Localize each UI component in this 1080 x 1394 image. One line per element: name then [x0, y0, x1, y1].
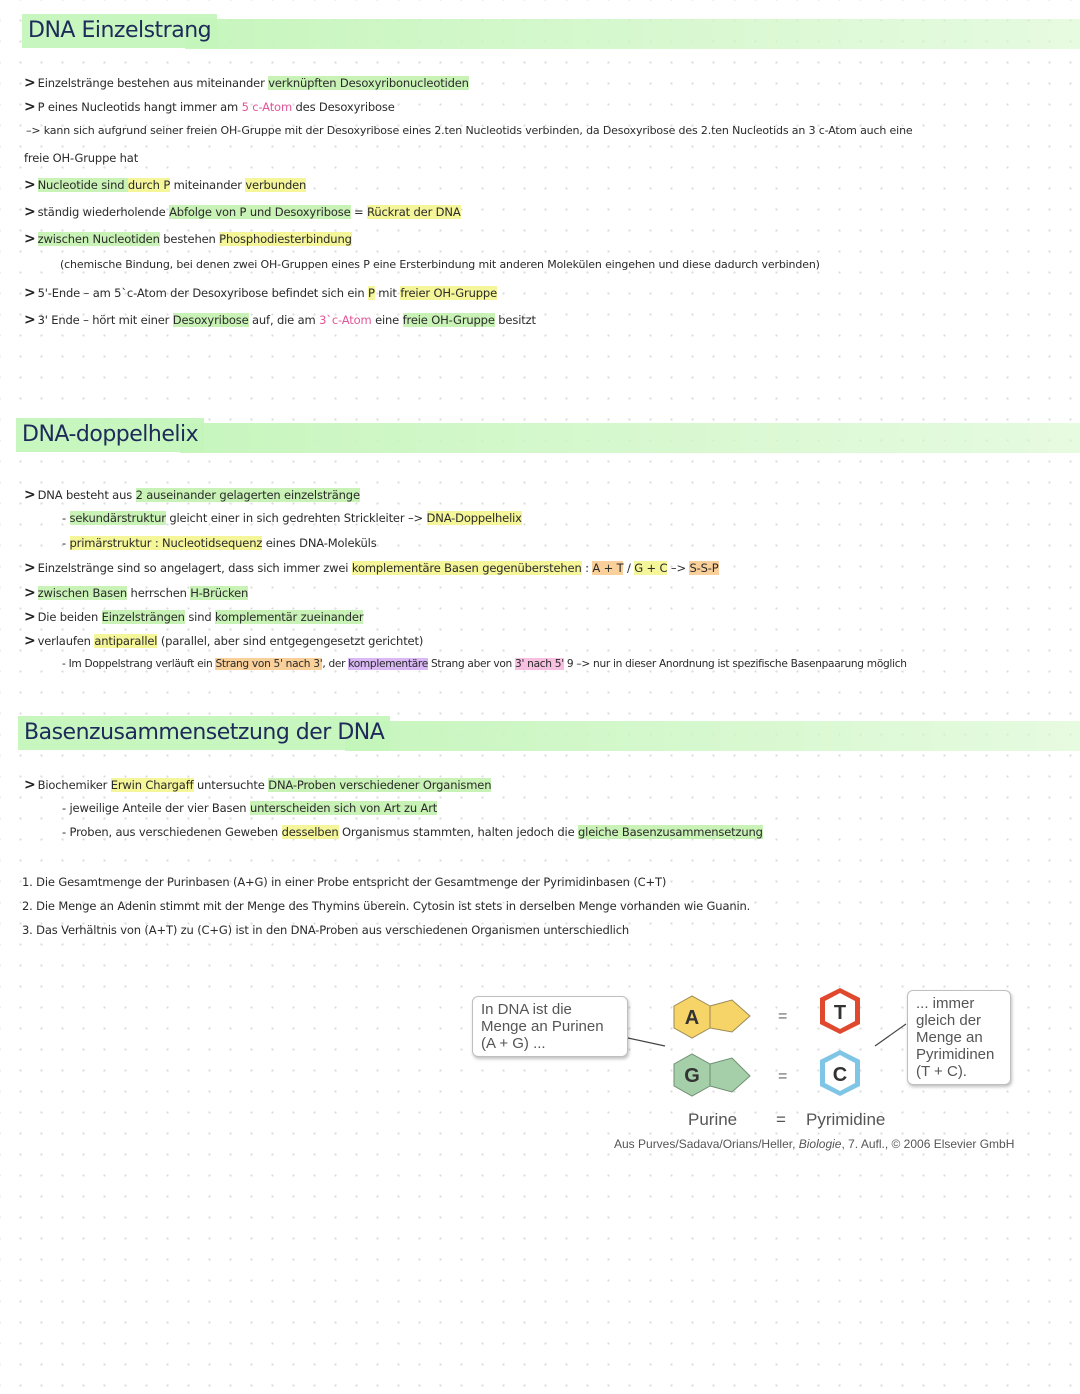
base-g-label: G	[684, 1065, 700, 1087]
section-title: DNA Einzelstrang	[22, 14, 217, 48]
note-line: > zwischen Nucleotiden bestehen Phosphodiesterbindung	[24, 231, 352, 247]
bubble-line: Menge an Purinen	[481, 1018, 604, 1035]
note-line: > Einzelstränge sind so angelagert, dass sich immer zwei komplementäre Basen gegenüberstehen : A + T / G + C –> S-S-P	[24, 560, 719, 576]
note-line: (chemische Bindung, bei denen zwei OH-Gruppen eines P eine Ersterbindung mit anderen Molekülen eingehen und diese dadurch verbinden)	[60, 258, 820, 271]
note-line: - Proben, aus verschiedenen Geweben desselben Organismus stammten, halten jedoch die gleiche Basenzusammensetzung	[62, 825, 763, 839]
numbered-rule-3: 3. Das Verhältnis von (A+T) zu (C+G) ist in den DNA-Proben aus verschiedenen Organismen unterschiedlich	[22, 923, 630, 937]
figure-source-caption: Aus Purves/Sadava/Orians/Heller, Biologie, 7. Aufl., © 2006 Elsevier GmbH	[614, 1137, 1015, 1151]
heading-highlight-band	[185, 19, 1080, 49]
note-line: freie OH-Gruppe hat	[24, 151, 139, 165]
purine-speech-bubble	[472, 996, 628, 1057]
bubble-line: (T + C).	[916, 1063, 967, 1080]
note-line: > 5'-Ende – am 5`c-Atom der Desoxyribose befindet sich ein P mit freier OH-Gruppe	[24, 285, 497, 301]
bubble-line: gleich der	[916, 1012, 982, 1029]
note-line: > zwischen Basen herrschen H-Brücken	[24, 585, 249, 601]
note-line: - primärstruktur : Nucleotidsequenz eines DNA-Moleküls	[62, 536, 377, 550]
note-line: > verlaufen antiparallel (parallel, aber sind entgegengesetzt gerichtet)	[24, 633, 424, 649]
numbered-rule-1: 1. Die Gesamtmenge der Purinbasen (A+G) in einer Probe entspricht der Gesamtmenge der Pyrimidinbasen (C+T)	[22, 875, 667, 889]
note-line: > Die beiden Einzelsträngen sind komplementär zueinander	[24, 609, 364, 625]
section-title: Basenzusammensetzung der DNA	[18, 716, 390, 750]
left-bubble-pointer	[628, 1038, 665, 1046]
heading-dna-doppelhelix	[0, 418, 1080, 454]
heading-highlight-band	[180, 423, 1080, 453]
pyrimidine-label: Pyrimidine	[806, 1110, 886, 1129]
bubble-line: ... immer	[916, 995, 975, 1012]
bubble-line: In DNA ist die	[481, 1001, 572, 1018]
note-line: - Im Doppelstrang verläuft ein Strang von 5' nach 3', der komplementäre Strang aber von 3' nach 5' 9 –> nur in dieser Anordnung ist spezifische Basenpaarung möglich	[62, 658, 907, 670]
note-line: > ständig wiederholende Abfolge von P und Desoxyribose = Rückrat der DNA	[24, 204, 461, 220]
equals-sign: =	[778, 1068, 788, 1085]
base-a-label: A	[684, 1007, 700, 1029]
note-line: - jeweilige Anteile der vier Basen unterscheiden sich von Art zu Art	[62, 801, 438, 815]
base-c-label: C	[832, 1064, 848, 1086]
note-line: > Nucleotide sind durch P miteinander verbunden	[24, 177, 307, 193]
right-bubble-pointer	[875, 1024, 906, 1046]
section-title: DNA-doppelhelix	[16, 418, 204, 452]
note-line: > DNA besteht aus 2 auseinander gelagerten einzelstränge	[24, 487, 360, 503]
bubble-line: Pyrimidinen	[916, 1046, 995, 1063]
bubble-line: Menge an	[916, 1029, 983, 1046]
purine-label: Purine	[688, 1110, 738, 1129]
note-line: > Einzelstränge bestehen aus miteinander verknüpften Desoxyribonucleotiden	[24, 75, 469, 91]
heading-dna-einzelstrang	[0, 14, 1080, 50]
equals-sign: =	[778, 1008, 788, 1025]
chargaff-figure	[470, 986, 1030, 1156]
note-line: > 3' Ende – hört mit einer Desoxyribose auf, die am 3`c-Atom eine freie OH-Gruppe besitzt	[24, 312, 536, 328]
note-line: > Biochemiker Erwin Chargaff untersuchte DNA-Proben verschiedener Organismen	[24, 777, 492, 793]
pyrimidine-speech-bubble	[907, 990, 1011, 1085]
equals-label: =	[776, 1110, 786, 1129]
note-line: –> kann sich aufgrund seiner freien OH-Gruppe mit der Desoxyribose eines 2.ten Nucleotids verbinden, da Desoxyribose des 2.ten Nucleotids an 3 c-Atom auch eine	[26, 124, 913, 137]
note-line: > P eines Nucleotids hangt immer am 5 c-Atom des Desoxyribose	[24, 99, 395, 115]
heading-basenzusammensetzung	[0, 716, 1080, 752]
numbered-rule-2: 2. Die Menge an Adenin stimmt mit der Menge des Thymins überein. Cytosin ist stets in derselben Menge vorhanden wie Guanin.	[22, 899, 751, 913]
note-line: - sekundärstruktur gleicht einer in sich gedrehten Strickleiter –> DNA-Doppelhelix	[62, 511, 522, 525]
heading-highlight-band	[345, 721, 1080, 751]
bubble-line: (A + G) ...	[481, 1035, 546, 1052]
base-t-label: T	[833, 1002, 847, 1024]
